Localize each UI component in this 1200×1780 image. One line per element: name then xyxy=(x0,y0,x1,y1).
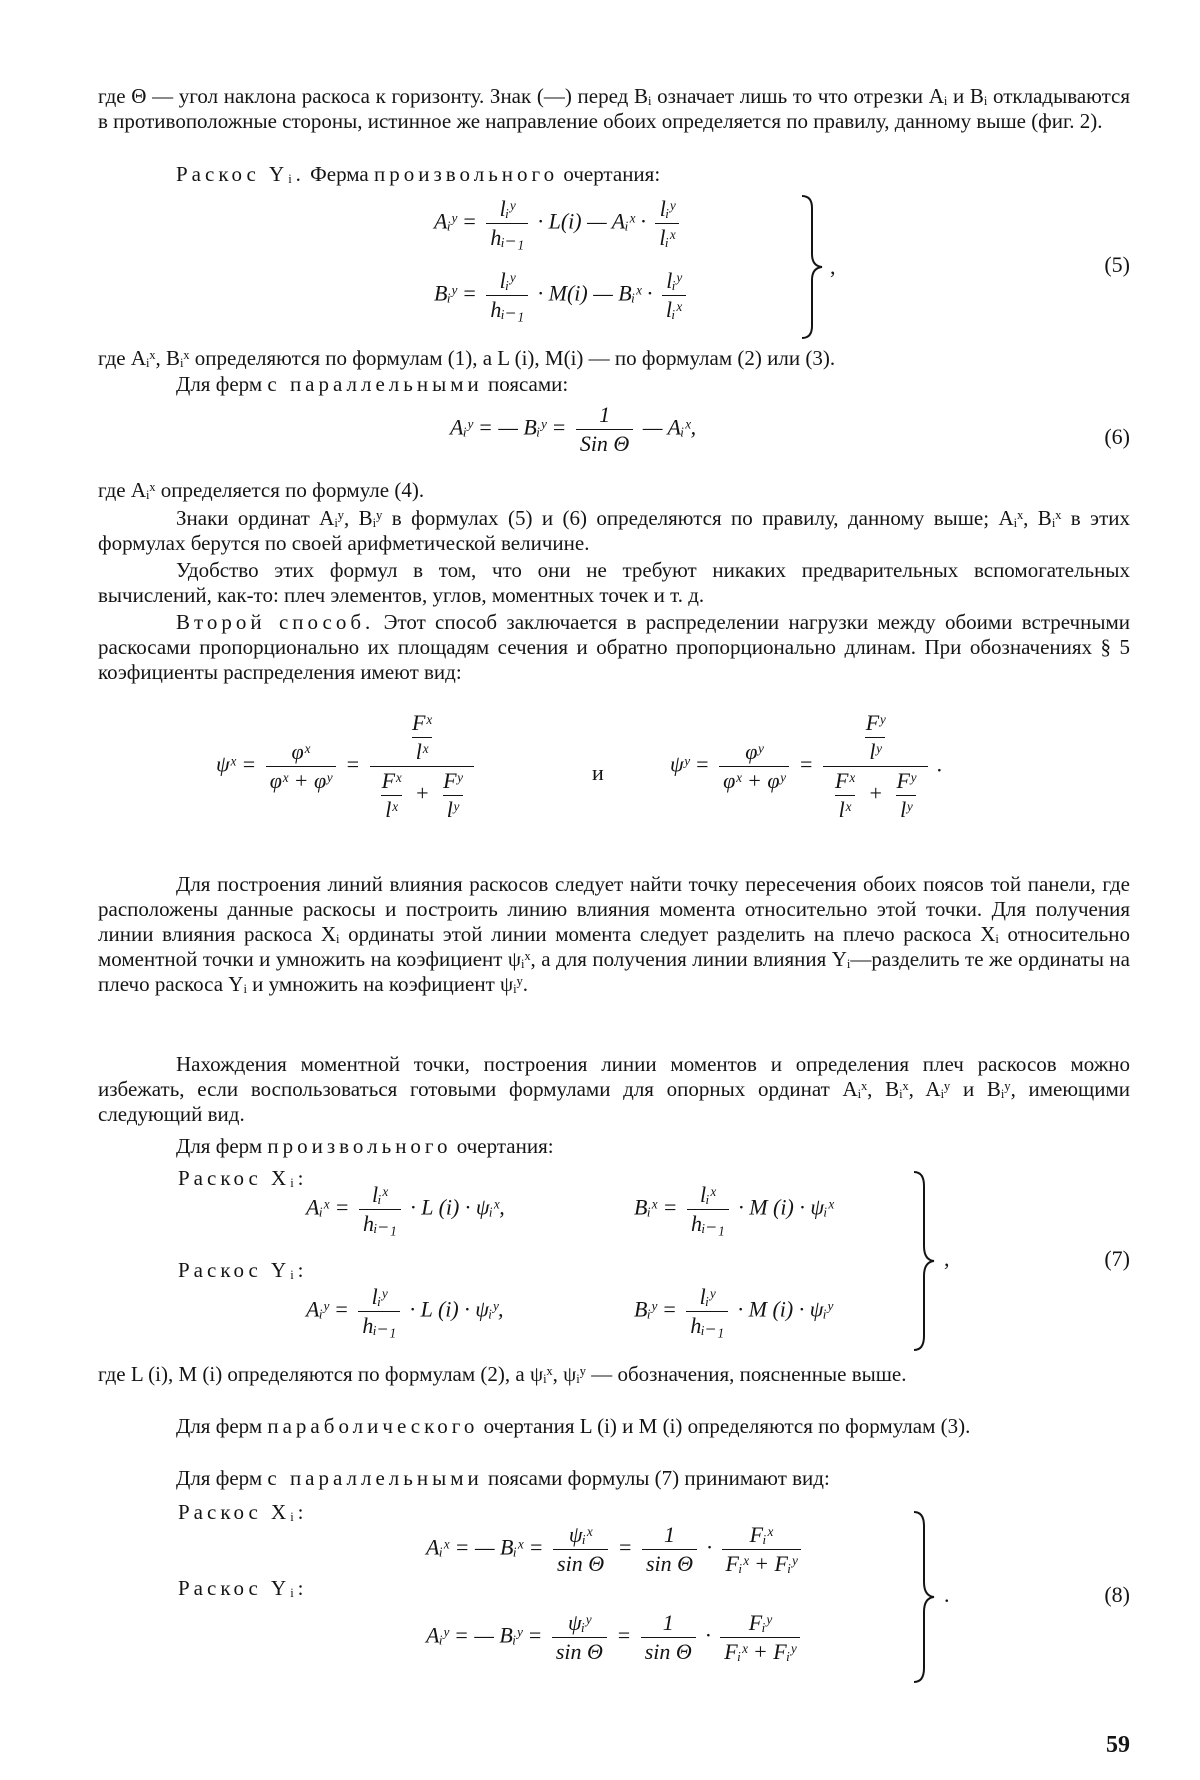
page-number: 59 xyxy=(1106,1732,1130,1758)
paragraph-influence-lines: Для построения линий влияния раскосов следует найти точку пересечения обоих поясов той панели, где расположены данные раскосы и построить линию влияния момента относительно этой точки. Для получения линии влияния раскоса Xᵢ ординаты этой линии момента следует разделить на плечо раскоса Xᵢ относительно моментной точки и умножить на коэфициент ψᵢˣ, а для получения линии влияния Yᵢ—разделить те же ординаты на плечо раскоса Yᵢ и умножить на коэфициент ψᵢʸ. xyxy=(98,872,1130,996)
equation-8-brace xyxy=(910,1510,940,1684)
equation-7-ay: Aᵢʸ = lᵢʸ hᵢ₋₁ · L (i) · ψᵢʸ, xyxy=(306,1284,504,1338)
paragraph-formulas-1-3: где Aᵢˣ, Bᵢˣ определяются по формулам (1), а L (i), M(i) — по формулам (2) или (3). xyxy=(98,346,836,370)
heading-arbitrary-outline: Для ферм произвольного очертания: xyxy=(176,1134,554,1158)
label-brace-y: Раскос Yᵢ: xyxy=(178,1258,308,1282)
equation-5: Aᵢʸ = lᵢʸ hᵢ₋₁ · L(i) — Aᵢˣ · lᵢʸ lᵢˣ Bᵢʸ = lᵢʸ hᵢ₋₁ · M(i) — Bᵢˣ · lᵢʸ lᵢˣ , (5) xyxy=(98,192,1130,342)
equation-6-number: (6) xyxy=(1104,424,1130,449)
equation-psi-x: ψˣ = $\frac{\text{φˣ}}{\text{φˣ + φʸ}}$ = $\frac{\text{Fˣ}}{\text{lˣ}}$ $\frac{\text{Fˣ}}{\text{lˣ}}$ + $\frac{\text{Fʸ}}{\text{lʸ}}$ xyxy=(216,710,478,823)
equation-7-by: Bᵢʸ = lᵢʸ hᵢ₋₁ · M (i) · ψᵢʸ xyxy=(634,1284,833,1338)
label-brace-x: Раскос Xᵢ: xyxy=(178,1166,308,1190)
equation-6 xyxy=(98,400,1130,474)
paragraph-second-method: Второй способ. Этот способ заключается в распределении нагрузки между обоими встречными раскосами пропорционально их площадям сечения и обратно пропорционально длинам. При обозначениях § 5 коэфициенты распределения имеют вид: xyxy=(98,610,1130,684)
heading-parallel-chords: Для ферм с параллельными поясами: xyxy=(176,372,569,396)
equation-5-brace xyxy=(798,194,828,340)
paragraph-formula-2: где L (i), M (i) определяются по формулам (2), а ψᵢˣ, ψᵢʸ — обозначения, поясненные выше. xyxy=(98,1362,907,1386)
paragraph-theta-definition: где Θ — угол наклона раскоса к горизонту. Знак (—) перед Bᵢ означает лишь то что отрезки Aᵢ и Bᵢ откладываются в противоположные стороны, истинное же направление обоих определяется по правилу, данному выше (фиг. 2). xyxy=(98,84,1130,133)
paragraph-parabolic: Для ферм параболического очертания L (i) и M (i) определяются по формулам (3). xyxy=(176,1414,971,1438)
equation-8: Раскос Xᵢ: Aᵢˣ = — Bᵢˣ = ψᵢˣ sin Θ = $\frac{1}{\text{sin Θ}}$ · Fᵢˣ Fᵢˣ + Fᵢʸ Раскос Yᵢ: Aᵢʸ = — Bᵢʸ = ψᵢʸ sin Θ = $\frac{1}{\text{sin Θ}}$ · Fᵢʸ Fᵢˣ + Fᵢʸ . (8) xyxy=(98,1496,1130,1686)
paragraph-moment-point: Нахождения моментной точки, построения линии моментов и определения плеч раскосов можно избежать, если воспользоваться готовыми формулами для опорных ординат Aᵢˣ, Bᵢˣ, Aᵢʸ и Bᵢʸ, имеющими следующий вид. xyxy=(98,1052,1130,1126)
heading-lead: Раскос Yᵢ. xyxy=(176,162,305,186)
equation-5-line-1: Aᵢʸ = lᵢʸ hᵢ₋₁ · L(i) — Aᵢˣ · lᵢʸ lᵢˣ xyxy=(434,196,683,251)
heading-brace-y-arbitrary: Раскос Yᵢ. Ферма произвольного очертания: xyxy=(176,162,661,186)
heading-parallel-chords-8: Для ферм с параллельными поясами формулы (7) принимают вид: xyxy=(176,1466,830,1490)
equation-7-ax: Aᵢˣ = lᵢˣ hᵢ₋₁ · L (i) · ψᵢˣ, xyxy=(306,1182,505,1236)
equation-7-brace xyxy=(910,1170,940,1352)
equation-8-number: (8) xyxy=(1104,1582,1130,1607)
equation-7: Раскос Xᵢ: Aᵢˣ = lᵢˣ hᵢ₋₁ · L (i) · ψᵢˣ, Bᵢˣ = lᵢˣ hᵢ₋₁ · M (i) · ψᵢˣ Раскос Yᵢ: Aᵢʸ = lᵢʸ hᵢ₋₁ · L (i) · ψᵢʸ, Bᵢʸ = lᵢʸ hᵢ₋₁ · M (i) · ψᵢʸ , (7) xyxy=(98,1166,1130,1356)
equation-7-bx: Bᵢˣ = lᵢˣ hᵢ₋₁ · M (i) · ψᵢˣ xyxy=(634,1182,834,1236)
label-brace-y-8: Раскос Yᵢ: xyxy=(178,1576,308,1600)
paragraph-convenience: Удобство этих формул в том, что они не требуют никаких предварительных вспомогательных вычислений, как-то: плеч элементов, углов, моментных точек и т. д. xyxy=(98,558,1130,607)
equation-6-body: Aᵢʸ = — Bᵢʸ = 1 Sin Θ — Aᵢˣ, xyxy=(450,402,697,456)
equation-8-line-1: Aᵢˣ = — Bᵢˣ = ψᵢˣ sin Θ = $\frac{1}{\text{sin Θ}}$ · Fᵢˣ Fᵢˣ + Fᵢʸ xyxy=(426,1522,805,1577)
equation-psi: ψˣ = $\frac{\text{φˣ}}{\text{φˣ + φʸ}}$ = $\frac{\text{Fˣ}}{\text{lˣ}}$ $\frac{\text{Fˣ}}{\text{lˣ}}$ + $\frac{\text{Fʸ}}{\text{lʸ}}$ и ψʸ = $\frac{\text{φʸ}}{\text{φˣ + φʸ}}$ = $\frac{\text{Fʸ}}{\text{lʸ}}$ $\frac{\text{Fˣ}}{\text{lˣ}}$ + $\frac{\text{Fʸ}}{\text{lʸ}}$ . xyxy=(216,710,943,822)
equation-7-number: (7) xyxy=(1104,1246,1130,1271)
paragraph-ordinate-signs: Знаки ординат Aᵢʸ, Bᵢʸ в формулах (5) и (6) определяются по правилу, данному выше; Aᵢˣ, Bᵢˣ в этих формулах берутся по своей арифметической величине. xyxy=(98,506,1130,555)
equation-psi-y: ψʸ = $\frac{\text{φʸ}}{\text{φˣ + φʸ}}$ = $\frac{\text{Fʸ}}{\text{lʸ}}$ $\frac{\text{Fˣ}}{\text{lˣ}}$ + $\frac{\text{Fʸ}}{\text{lʸ}}$ . xyxy=(670,710,943,822)
equation-5-line-2: Bᵢʸ = lᵢʸ hᵢ₋₁ · M(i) — Bᵢˣ · lᵢʸ lᵢˣ xyxy=(434,268,690,323)
equation-5-number: (5) xyxy=(1104,252,1130,277)
paragraph-formula-4: где Aᵢˣ определяется по формуле (4). xyxy=(98,478,425,502)
equation-8-line-2: Aᵢʸ = — Bᵢʸ = ψᵢʸ sin Θ = $\frac{1}{\text{sin Θ}}$ · Fᵢʸ Fᵢˣ + Fᵢʸ xyxy=(426,1610,804,1665)
label-brace-x-8: Раскос Xᵢ: xyxy=(178,1500,308,1524)
